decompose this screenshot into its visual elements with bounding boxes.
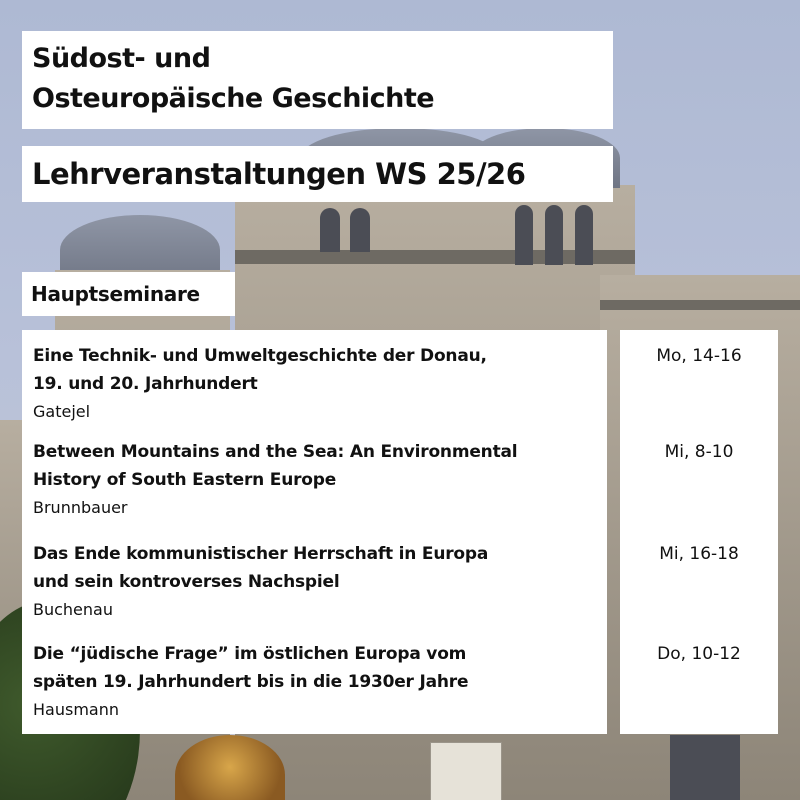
page-title-line-1: Südost- und — [32, 43, 211, 74]
page-subtitle: Lehrveranstaltungen WS 25/26 — [32, 157, 526, 191]
subtitle-panel — [22, 146, 613, 202]
seminar-time: Do, 10-12 — [657, 644, 741, 664]
seminar-table — [22, 330, 778, 734]
seminar-title-line: History of South Eastern Europe — [33, 470, 337, 490]
seminar-entry — [33, 342, 605, 425]
seminar-times-column — [620, 330, 778, 734]
seminar-title-line: Das Ende kommunistischer Herrschaft in Europa — [33, 544, 489, 564]
seminar-lecturer: Gatejel — [33, 402, 91, 421]
seminar-lecturer: Hausmann — [33, 700, 119, 719]
seminar-entry — [33, 640, 605, 723]
seminar-titles-column — [22, 330, 607, 734]
title-panel — [22, 31, 613, 129]
seminar-title-line: Eine Technik- und Umweltgeschichte der Donau, — [33, 346, 487, 366]
seminar-title-line: und sein kontroverses Nachspiel — [33, 572, 340, 592]
seminar-entry — [33, 540, 605, 623]
seminar-title-line: späten 19. Jahrhundert bis in die 1930er Jahre — [33, 672, 469, 692]
section-heading: Hauptseminare — [31, 282, 200, 306]
seminar-title-line: Between Mountains and the Sea: An Environmental — [33, 442, 518, 462]
seminar-time: Mi, 8-10 — [664, 442, 734, 462]
seminar-time: Mi, 16-18 — [659, 544, 739, 564]
seminar-time: Mo, 14-16 — [656, 346, 742, 366]
seminar-lecturer: Brunnbauer — [33, 498, 128, 517]
seminar-lecturer: Buchenau — [33, 600, 113, 619]
seminar-title-line: 19. und 20. Jahrhundert — [33, 374, 258, 394]
seminar-entry — [33, 438, 605, 521]
page-title-line-2: Osteuropäische Geschichte — [32, 83, 435, 114]
section-heading-panel — [22, 272, 235, 316]
seminar-title-line: Die “jüdische Frage” im östlichen Europa vom — [33, 644, 467, 664]
